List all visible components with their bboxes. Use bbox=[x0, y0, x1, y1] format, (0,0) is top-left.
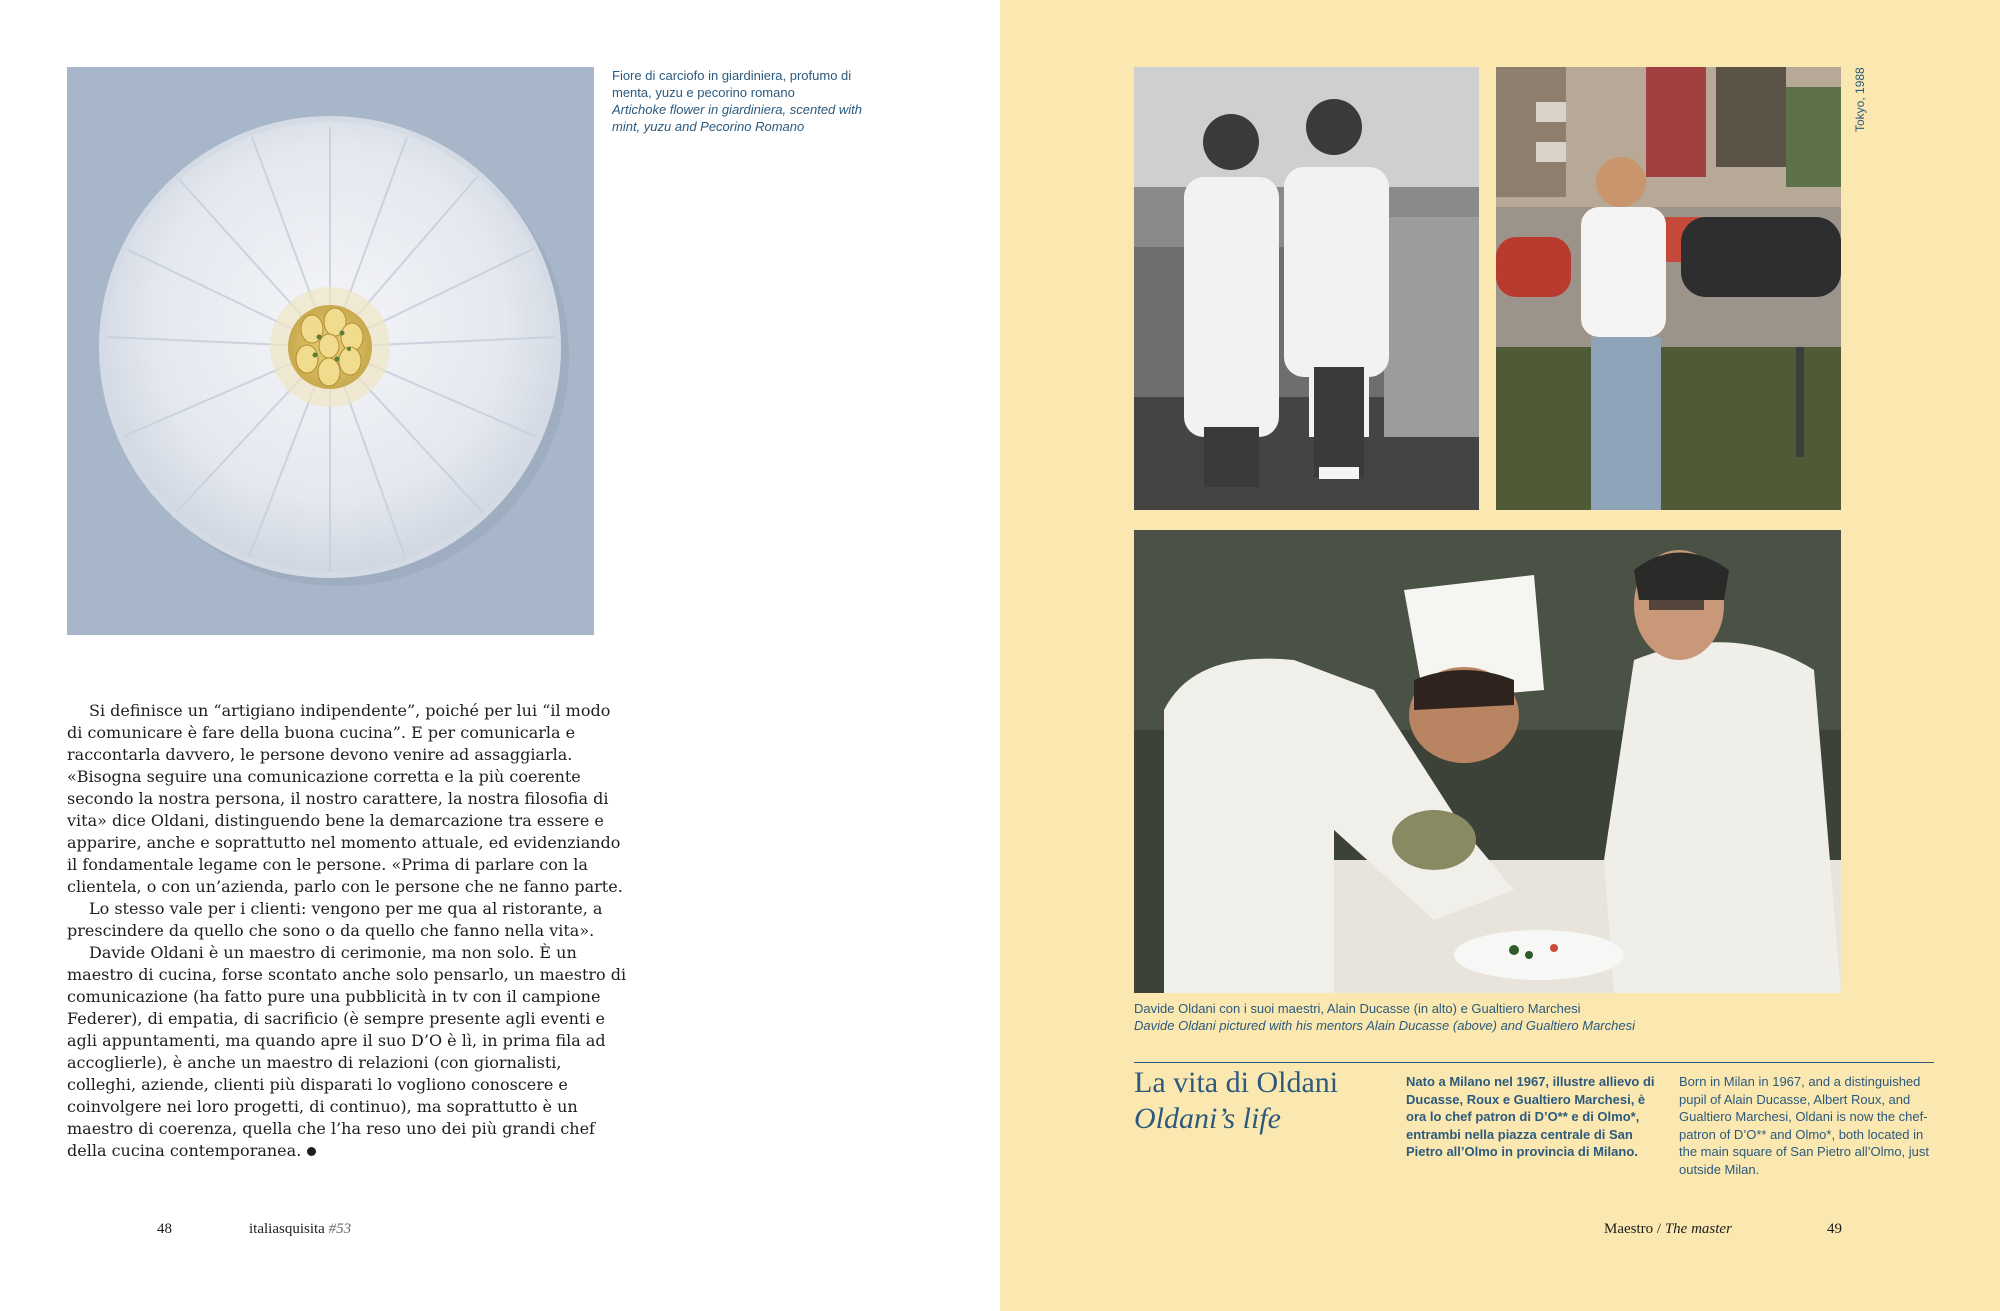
body-paragraph: Si definisce un “artigiano indipendente”, poiché per lui “il modo di comunicare è fare della buona cucina”. E per comunicarla e raccontarla davvero, le persone devono venire ad assaggiarla. «Bisogna seguire una comunicazione corretta e la più coerente secondo la nostra persona, il nostro carattere, la nostra filosofia di vita» dice Oldani, distinguendo bene la demarcazione tra essere e apparire, anche e soprattutto nel momento attuale, ed evidenziando il fondamentale legame con le persone. «Prima di parlare con la clientela, o con un’azienda, parlo con le persone che ne fanno parte. bbox=[67, 701, 623, 896]
photo-tokyo-street bbox=[1496, 67, 1841, 510]
magazine-name: italiasquisita #53 bbox=[249, 1221, 352, 1237]
mentors-caption-english: Davide Oldani pictured with his mentors Alain Ducasse (above) and Gualtiero Marchesi bbox=[1134, 1018, 1635, 1033]
section-divider bbox=[1134, 1062, 1934, 1063]
bio-italian: Nato a Milano nel 1967, illustre allievo di Ducasse, Roux e Gualtiero Marchesi, è ora lo chef patron di D’O** e di Olmo*, entrambi nella piazza centrale di San Pietro all’Olmo in provincia di Milano. bbox=[1406, 1074, 1655, 1159]
body-paragraph: Lo stesso vale per i clienti: vengono per me qua al ristorante, a prescindere da quello che sono o da quello che fanno nella vita». bbox=[67, 899, 603, 940]
end-mark-icon bbox=[307, 1147, 316, 1156]
section-title: Maestro / The master bbox=[1604, 1221, 1732, 1237]
right-page bbox=[1000, 0, 2000, 1311]
sidebar-title bbox=[1134, 1065, 1364, 1137]
photo-chefs-kitchen bbox=[1134, 67, 1479, 510]
page-number-left: 48 bbox=[157, 1221, 172, 1237]
artichoke-flower bbox=[288, 305, 372, 389]
bw-kitchen-photo bbox=[1134, 67, 1479, 510]
page-number-right: 49 bbox=[1827, 1221, 1842, 1237]
article-body bbox=[67, 700, 627, 1162]
dish-caption-italian: Fiore di carciofo in giardiniera, profumo di menta, yuzu e pecorino romano bbox=[612, 68, 852, 100]
photo-chefs-plating bbox=[1134, 530, 1841, 993]
young-man-figure bbox=[1581, 157, 1666, 510]
dish-photo bbox=[67, 67, 594, 635]
tokyo-street-photo bbox=[1496, 67, 1841, 510]
artichoke-dish-image bbox=[67, 67, 594, 635]
photo-label-tokyo: Tokyo, 1988 bbox=[1853, 67, 1867, 132]
sidebar-title-italian: La vita di Oldani bbox=[1134, 1066, 1339, 1099]
mentors-caption-italian: Davide Oldani con i suoi maestri, Alain Ducasse (in alto) e Gualtiero Marchesi bbox=[1134, 1001, 1581, 1016]
bio-english: Born in Milan in 1967, and a distinguished pupil of Alain Ducasse, Albert Roux, and Gualtiero Marchesi, Oldani is now the chef-patron of D’O** and Olmo*, both located in the main square of San Pietro all’Olmo, just outside Milan. bbox=[1679, 1074, 1930, 1177]
plating-photo bbox=[1134, 530, 1841, 993]
dish-caption bbox=[612, 67, 872, 135]
issue-number: #53 bbox=[328, 1221, 352, 1237]
sidebar-title-english: Oldani’s life bbox=[1134, 1102, 1281, 1135]
body-paragraph: Davide Oldani è un maestro di cerimonie, ma non solo. È un maestro di cucina, forse scontato anche solo pensarlo, un maestro di comunicazione (ha fatto pure una pubblicità in tv con il campione Federer), di empatia, di sacrificio (è sempre presente agli eventi e agli appuntamenti, ma quando apre il suo D’O è lì, in prima fila ad accoglierle), è anche un maestro di relazioni (con giornalisti, colleghi, aziende, clienti più disparati lo vogliono conoscere e coinvolgere nei loro progetti, di continuo), ma soprattutto è un maestro di coerenza, quella che l’ha reso uno dei più grandi chef della cucina contemporanea. bbox=[67, 943, 627, 1160]
dish-caption-english: Artichoke flower in giardiniera, scented with mint, yuzu and Pecorino Romano bbox=[612, 102, 863, 134]
mentors-caption bbox=[1134, 1000, 1841, 1034]
